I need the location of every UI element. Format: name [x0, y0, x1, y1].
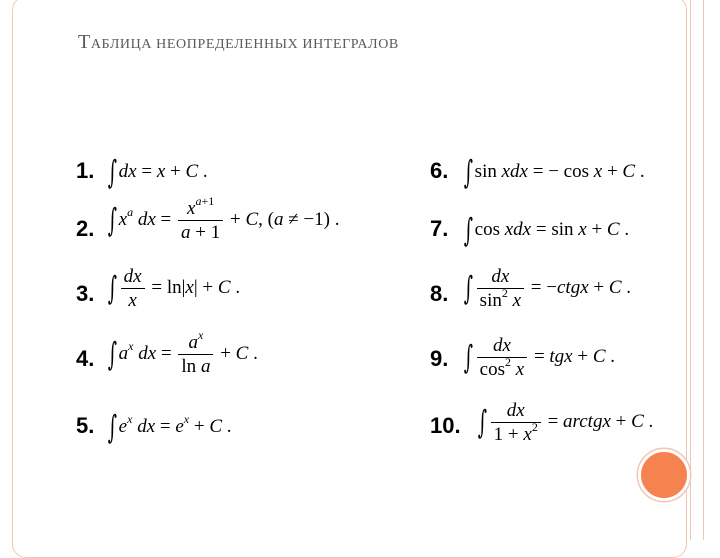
formula-10: ∫ $\frac{dx}{1 + x^2}$ = arctgx + C .	[477, 400, 654, 445]
formula-6: ∫sin xdx = − cos x + C .	[463, 153, 645, 191]
formula-2-number: 2.	[76, 216, 95, 241]
formula-3-number: 3.	[76, 281, 95, 306]
title-initial: Т	[78, 31, 91, 53]
formula-5-number: 5.	[76, 413, 95, 438]
formula-5: $\int e^x$ dx = $e^x + C$ .	[107, 408, 232, 446]
formula-1: ∫dx = x + C .	[107, 153, 208, 191]
slide-title	[78, 31, 399, 54]
formula-7: ∫cos xdx = sin x + C .	[463, 211, 630, 249]
formula-7-number: 7.	[430, 216, 449, 241]
formula-4: $\int a^x$ dx = $\frac{a^x}{\text{ln a}}$ + C .	[107, 328, 258, 377]
orange-circle-decoration	[638, 449, 690, 501]
formula-1-number: 1.	[76, 158, 95, 183]
formula-8: ∫ $\frac{dx}{\sin^2 x}$ = −ctgx + C .	[463, 266, 632, 311]
formula-9-number: 9.	[430, 346, 449, 371]
formula-9: ∫ $\frac{dx}{\cos^2 x}$ = tgx + C .	[463, 335, 616, 380]
formula-10-number: 10.	[430, 413, 461, 438]
formula-3: ∫ $\frac{dx}{x}$ = ln|x| + C .	[107, 266, 241, 311]
formula-2: $\int x^a$ dx = $\frac{x^{a+1}}{a + 1}$ + C, (a ≠ −1) .	[107, 194, 340, 243]
title-rest: АБЛИЦА НЕОПРЕДЕЛЕННЫХ ИНТЕГРАЛОВ	[90, 37, 399, 52]
right-decor-strip	[690, 0, 704, 540]
formula-8-number: 8.	[430, 281, 449, 306]
formula-6-number: 6.	[430, 158, 449, 183]
formula-4-number: 4.	[76, 346, 95, 371]
